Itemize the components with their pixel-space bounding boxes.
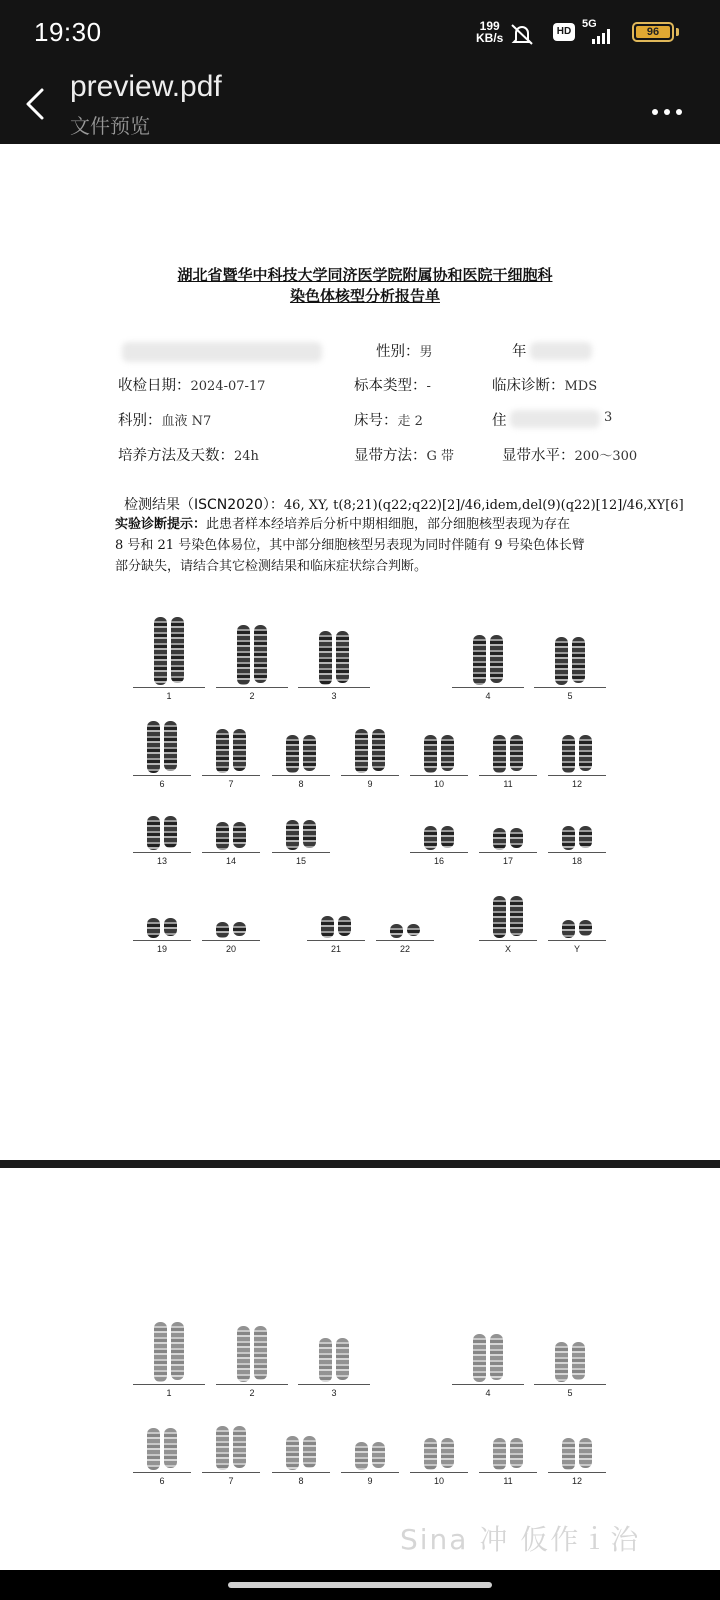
chromosome-4 <box>452 635 524 705</box>
chromosome-pair <box>479 896 537 938</box>
chromosome-baseline <box>341 1472 399 1473</box>
chromosome-Y <box>548 920 606 958</box>
chromatid <box>562 826 575 850</box>
chromatid <box>286 735 299 773</box>
chromosome-label: 2 <box>249 691 255 701</box>
chromatid <box>510 896 523 936</box>
chromatid <box>237 625 250 685</box>
chromosome-pair <box>133 816 191 850</box>
chromatid <box>441 735 454 771</box>
chromatid <box>424 826 437 850</box>
chromosome-baseline <box>548 1472 606 1473</box>
hospital-number-field: 住 <box>492 413 507 429</box>
chromosome-2 <box>216 625 288 705</box>
chromosome-label: 10 <box>433 1476 444 1486</box>
chromosome-label: 6 <box>159 1476 165 1486</box>
chromatid <box>286 820 299 850</box>
chromosome-7 <box>202 729 260 793</box>
page-separator <box>0 1160 720 1168</box>
chromatid <box>493 828 506 850</box>
chromosome-baseline <box>307 940 365 941</box>
chromosome-21 <box>307 916 365 958</box>
chromatid <box>441 1438 454 1468</box>
chromosome-label: 12 <box>571 1476 582 1486</box>
chromosome-label: 14 <box>225 856 236 866</box>
chromosome-11 <box>479 1438 537 1490</box>
bed-field: 床号：走 2 <box>354 413 423 429</box>
chromatid <box>233 822 246 848</box>
chromatid <box>147 816 160 850</box>
chromosome-pair <box>133 1322 205 1382</box>
diagnosis-field: 临床诊断：MDS <box>492 378 598 394</box>
chromosome-5 <box>534 637 606 705</box>
chromosome-baseline <box>410 852 468 853</box>
navigation-bar <box>0 1570 720 1600</box>
chromosome-label: 11 <box>503 779 513 789</box>
chromatid <box>147 721 160 773</box>
chromatid <box>164 1428 177 1468</box>
chromosome-pair <box>410 735 468 773</box>
chromatid <box>336 1338 349 1380</box>
chromosome-pair <box>272 735 330 773</box>
chromosome-label: Y <box>573 944 580 954</box>
redacted-age <box>530 342 592 360</box>
chromosome-label: 13 <box>156 856 167 866</box>
chromosome-18 <box>548 826 606 870</box>
chromosome-12 <box>548 1438 606 1490</box>
chromosome-5 <box>534 1342 606 1402</box>
chromosome-pair <box>479 1438 537 1470</box>
chromosome-13 <box>133 816 191 870</box>
chromosome-baseline <box>216 687 288 688</box>
chromosome-14 <box>202 822 260 870</box>
chromatid <box>490 635 503 683</box>
chromosome-baseline <box>479 940 537 941</box>
chromatid <box>303 820 316 848</box>
chromosome-label: 21 <box>330 944 341 954</box>
chromatid <box>579 920 592 936</box>
chromosome-7 <box>202 1426 260 1490</box>
chromosome-baseline <box>272 775 330 776</box>
chromosome-16 <box>410 826 468 870</box>
chromosome-6 <box>133 721 191 793</box>
chromosome-pair <box>534 637 606 685</box>
chromosome-label: 15 <box>295 856 306 866</box>
chromosome-pair <box>410 826 468 850</box>
chromosome-label: 3 <box>331 1388 337 1398</box>
chromosome-baseline <box>202 852 260 853</box>
chromosome-pair <box>548 826 606 850</box>
chromosome-17 <box>479 828 537 870</box>
chromosome-20 <box>202 922 260 958</box>
chromatid <box>424 735 437 773</box>
chromatid <box>171 1322 184 1380</box>
report-title-line1: 湖北省暨华中科技大学同济医学院附属协和医院干细胞科 <box>177 266 553 284</box>
redacted-hospital-number <box>510 410 600 428</box>
chromatid <box>303 1436 316 1468</box>
network-type: 5G <box>582 18 597 30</box>
chromosome-pair <box>133 1428 191 1470</box>
chromatid <box>562 920 575 938</box>
chromatid <box>473 1334 486 1382</box>
chromosome-baseline <box>548 775 606 776</box>
chromosome-9 <box>341 1442 399 1490</box>
battery-tip <box>676 28 679 36</box>
chromosome-11 <box>479 735 537 793</box>
chromatid <box>303 735 316 771</box>
banding-method-field: 显带方法：G 带 <box>354 448 455 464</box>
chromosome-label: 16 <box>433 856 444 866</box>
file-name: preview.pdf <box>70 70 222 103</box>
chromatid <box>510 1438 523 1468</box>
chromosome-pair <box>341 729 399 773</box>
chromosome-pair <box>534 1342 606 1382</box>
pdf-page-2 <box>0 1168 720 1570</box>
status-bar <box>0 0 720 62</box>
chromosome-label: 8 <box>298 1476 304 1486</box>
chromosome-label: 22 <box>399 944 410 954</box>
chromosome-pair <box>133 617 205 685</box>
chromatid <box>555 637 568 685</box>
chromosome-label: 5 <box>567 1388 573 1398</box>
chromatid <box>164 918 177 936</box>
chromosome-X <box>479 896 537 958</box>
chromatid <box>562 735 575 773</box>
chromosome-label: 11 <box>503 1476 513 1486</box>
department-field: 科别：血液 N7 <box>118 413 212 429</box>
test-result: 检测结果（ISCN2020）：46, XY, t(8;21)(q22;q22)[2]/46,idem,del(9)(q22)[12]/46,XY[6] <box>124 497 684 513</box>
receive-date-field: 收检日期：2024-07-17 <box>118 378 266 394</box>
hospital-number-tail: 3 <box>604 410 613 425</box>
chromosome-pair <box>410 1438 468 1470</box>
chromatid <box>510 735 523 771</box>
chromatid <box>355 1442 368 1470</box>
chromosome-pair <box>548 920 606 938</box>
chromosome-22 <box>376 924 434 958</box>
chromosome-baseline <box>298 687 370 688</box>
chromosome-2 <box>216 1326 288 1402</box>
chromosome-label: 4 <box>485 1388 491 1398</box>
mute-icon <box>508 22 536 46</box>
diagnosis-hint: 实验诊断提示：此患者样本经培养后分析中期相细胞，部分细胞核型表现为存在 8 号和 21 号染色体易位，其中部分细胞核型另表现为同时伴随有 9 号染色体长臂 部分缺失，请结合其它检测结果和临床症状综合判断。 <box>115 517 585 574</box>
chromosome-15 <box>272 820 330 870</box>
chromosome-label: 2 <box>249 1388 255 1398</box>
chromatid <box>493 896 506 938</box>
chromatid <box>171 617 184 683</box>
chromosome-baseline <box>133 775 191 776</box>
chromatid <box>319 631 332 685</box>
culture-field: 培养方法及天数：24h <box>118 448 259 464</box>
chromosome-baseline <box>534 687 606 688</box>
chromatid <box>510 828 523 848</box>
chromatid <box>216 729 229 773</box>
preview-subtitle: 文件预览 <box>70 114 150 138</box>
chromosome-baseline <box>133 1472 191 1473</box>
app-bar <box>0 62 720 144</box>
home-gesture-bar[interactable] <box>228 1582 492 1588</box>
signal-icon <box>592 28 614 44</box>
chromosome-baseline <box>298 1384 370 1385</box>
network-speed: 199 KB/s <box>476 19 504 45</box>
chromosome-baseline <box>216 1384 288 1385</box>
chromosome-label: 3 <box>331 691 337 701</box>
chromatid <box>355 729 368 773</box>
chromatid <box>233 922 246 936</box>
chromosome-6 <box>133 1428 191 1490</box>
chromosome-pair <box>307 916 365 938</box>
chromatid <box>216 1426 229 1470</box>
chromosome-label: X <box>504 944 511 954</box>
chromosome-baseline <box>341 775 399 776</box>
chromosome-pair <box>272 1436 330 1470</box>
chromatid <box>338 916 351 936</box>
chromosome-label: 20 <box>225 944 236 954</box>
chromatid <box>254 1326 267 1380</box>
back-arrow-icon[interactable] <box>22 84 52 124</box>
chromosome-10 <box>410 735 468 793</box>
chromosome-baseline <box>272 1472 330 1473</box>
chromatid <box>372 729 385 771</box>
chromosome-baseline <box>452 687 524 688</box>
chromosome-pair <box>298 1338 370 1382</box>
chromosome-pair <box>479 735 537 773</box>
chromosome-baseline <box>410 775 468 776</box>
chromosome-baseline <box>479 1472 537 1473</box>
chromosome-baseline <box>133 687 205 688</box>
chromatid <box>490 1334 503 1380</box>
chromatid <box>555 1342 568 1382</box>
chromatid <box>336 631 349 683</box>
chromosome-pair <box>272 820 330 850</box>
chromosome-pair <box>298 631 370 685</box>
chromosome-baseline <box>133 940 191 941</box>
chromatid <box>441 826 454 848</box>
chromosome-baseline <box>202 1472 260 1473</box>
chromosome-8 <box>272 735 330 793</box>
chromosome-label: 6 <box>159 779 165 789</box>
chromosome-19 <box>133 918 191 958</box>
chromatid <box>164 816 177 848</box>
status-time: 19:30 <box>34 17 102 47</box>
chromosome-baseline <box>479 775 537 776</box>
chromosome-label: 1 <box>166 691 172 701</box>
chromatid <box>321 916 334 938</box>
banding-level-field: 显带水平：200～300 <box>502 448 638 464</box>
chromosome-label: 1 <box>166 1388 172 1398</box>
chromatid <box>562 1438 575 1470</box>
chromatid <box>572 637 585 683</box>
chromosome-pair <box>202 822 260 850</box>
hd-icon: HD <box>553 23 575 41</box>
chromosome-baseline <box>133 1384 205 1385</box>
sample-type-field: 标本类型：- <box>354 378 431 394</box>
chromosome-label: 8 <box>298 779 304 789</box>
chromatid <box>493 1438 506 1470</box>
chromosome-label: 18 <box>571 856 582 866</box>
chromatid <box>390 924 403 938</box>
age-field: 年 <box>512 344 527 360</box>
watermark: Sina 冲 仮作ｉ治 <box>400 1523 641 1556</box>
chromosome-pair <box>548 735 606 773</box>
chromatid <box>424 1438 437 1470</box>
chromosome-label: 7 <box>228 779 234 789</box>
pdf-page-1 <box>0 144 720 1160</box>
chromosome-baseline <box>272 852 330 853</box>
chromatid <box>154 1322 167 1382</box>
chromosome-label: 12 <box>571 779 582 789</box>
chromatid <box>473 635 486 685</box>
chromatid <box>233 729 246 771</box>
chromosome-pair <box>376 924 434 938</box>
chromosome-10 <box>410 1438 468 1490</box>
chromosome-3 <box>298 631 370 705</box>
chromosome-pair <box>202 1426 260 1470</box>
chromatid <box>237 1326 250 1382</box>
gender-field: 性别：男 <box>376 344 433 360</box>
chromatid <box>164 721 177 771</box>
chromosome-8 <box>272 1436 330 1490</box>
more-options-icon[interactable] <box>652 100 688 108</box>
chromosome-baseline <box>452 1384 524 1385</box>
chromatid <box>254 625 267 683</box>
chromosome-label: 5 <box>567 691 573 701</box>
chromosome-baseline <box>202 775 260 776</box>
chromatid <box>579 735 592 771</box>
chromosome-label: 4 <box>485 691 491 701</box>
chromosome-9 <box>341 729 399 793</box>
chromatid <box>286 1436 299 1470</box>
chromosome-baseline <box>534 1384 606 1385</box>
chromatid <box>372 1442 385 1468</box>
redacted-name <box>122 342 322 362</box>
chromatid <box>319 1338 332 1382</box>
chromosome-1 <box>133 1322 205 1402</box>
chromatid <box>579 826 592 848</box>
chromosome-baseline <box>410 1472 468 1473</box>
chromosome-pair <box>452 1334 524 1382</box>
chromosome-4 <box>452 1334 524 1402</box>
chromosome-pair <box>479 828 537 850</box>
chromosome-pair <box>216 1326 288 1382</box>
report-title-line2: 染色体核型分析报告单 <box>289 287 440 305</box>
chromosome-pair <box>133 721 191 773</box>
chromosome-baseline <box>202 940 260 941</box>
chromosome-pair <box>548 1438 606 1470</box>
chromatid <box>216 822 229 850</box>
chromatid <box>154 617 167 685</box>
chromosome-pair <box>452 635 524 685</box>
chromosome-pair <box>216 625 288 685</box>
chromatid <box>147 1428 160 1470</box>
chromosome-label: 9 <box>367 1476 373 1486</box>
chromosome-label: 9 <box>367 779 373 789</box>
chromatid <box>579 1438 592 1468</box>
chromosome-pair <box>133 918 191 938</box>
battery-icon: 96 <box>632 22 674 42</box>
chromosome-label: 10 <box>433 779 444 789</box>
chromatid <box>216 922 229 938</box>
chromosome-12 <box>548 735 606 793</box>
chromosome-pair <box>341 1442 399 1470</box>
chromosome-baseline <box>548 940 606 941</box>
chromosome-baseline <box>548 852 606 853</box>
chromosome-baseline <box>479 852 537 853</box>
chromosome-label: 7 <box>228 1476 234 1486</box>
chromatid <box>147 918 160 938</box>
chromatid <box>233 1426 246 1468</box>
chromosome-label: 17 <box>502 856 513 866</box>
chromosome-3 <box>298 1338 370 1402</box>
chromosome-baseline <box>133 852 191 853</box>
chromosome-pair <box>202 922 260 938</box>
chromosome-pair <box>202 729 260 773</box>
chromosome-label: 19 <box>156 944 167 954</box>
chromosome-baseline <box>376 940 434 941</box>
chromatid <box>407 924 420 936</box>
chromatid <box>493 735 506 773</box>
chromosome-1 <box>133 617 205 705</box>
chromatid <box>572 1342 585 1380</box>
